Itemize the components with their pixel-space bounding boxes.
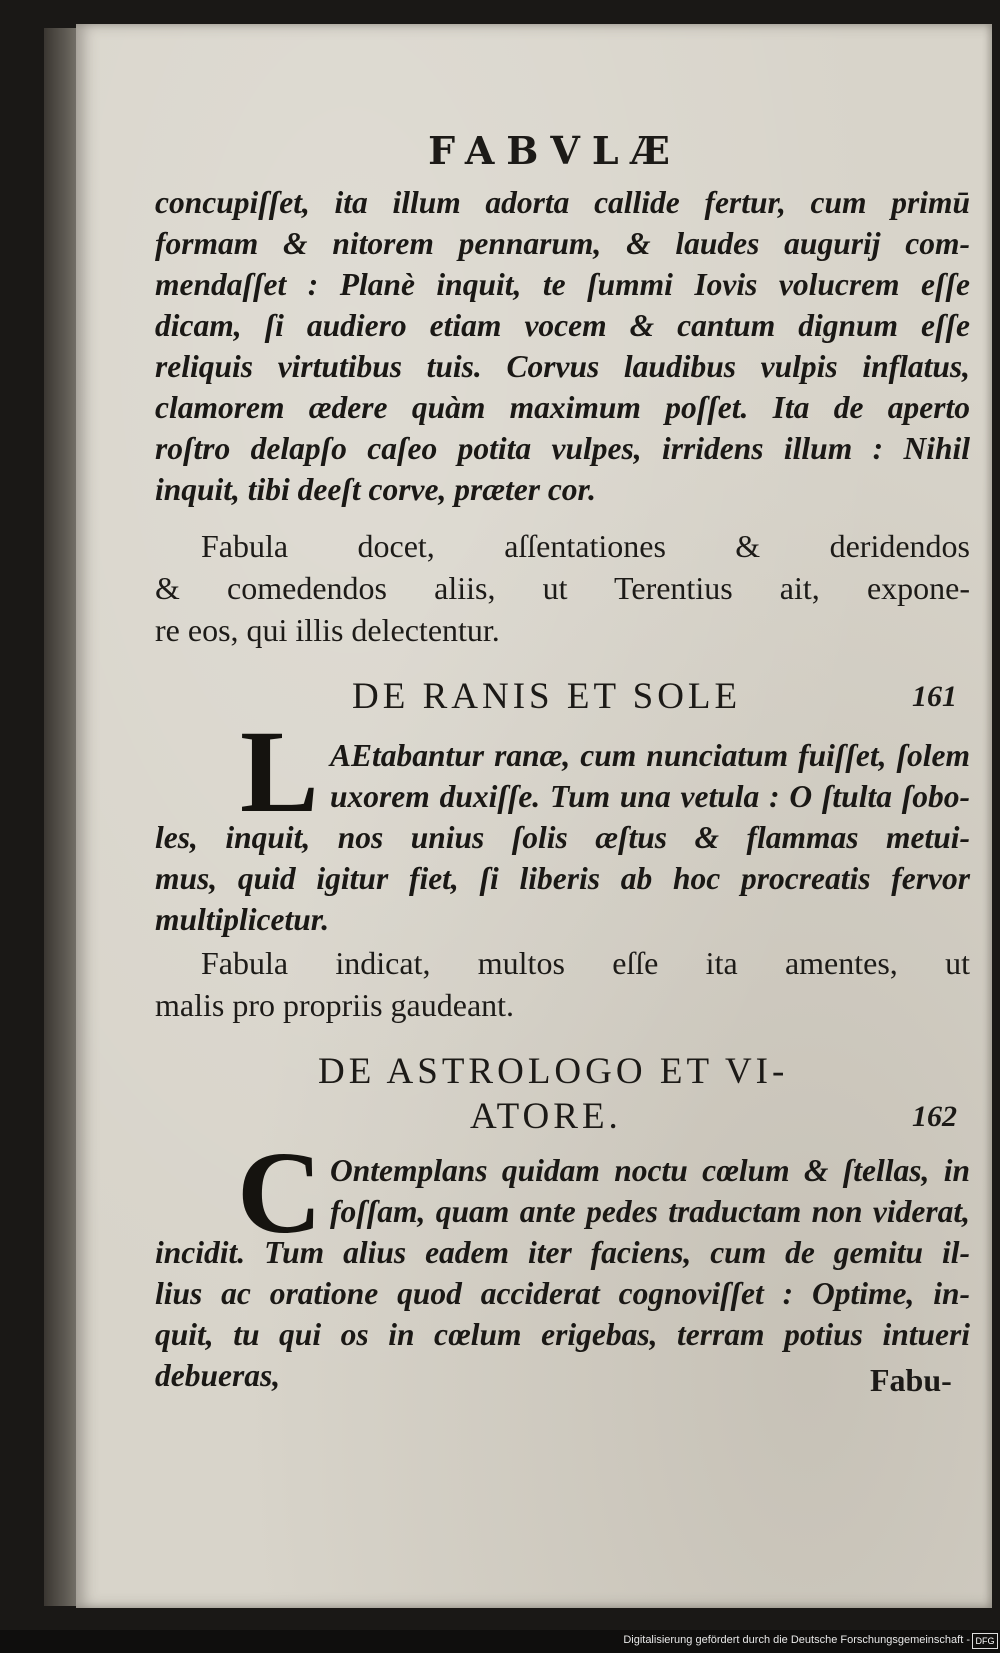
- fable-title: DE RANIS ET SOLE: [352, 676, 742, 717]
- fable-moral: [155, 942, 970, 1026]
- moral-line: malis pro propriis gaudeant.: [155, 987, 515, 1023]
- fable-title-cont: ATORE.: [470, 1096, 622, 1137]
- fable-title: DE ASTROLOGO ET VI-: [318, 1051, 789, 1092]
- text-line: les, inquit, nos unius ſolis æſtus & flammas metui-: [155, 820, 970, 855]
- text-line: lius ac oratione quod acciderat cognoviſſet : Optime, in-: [155, 1276, 970, 1311]
- text-line: dicam, ſi audiero etiam vocem & cantum dignum eſſe: [155, 308, 970, 343]
- text-line: formam & nitorem pennarum, & laudes augurij com-: [155, 226, 970, 261]
- text-line: inquit, tibi deeſt corve, præter cor.: [155, 472, 596, 507]
- text-line: quit, tu qui os in cœlum erigebas, terram potius intueri: [155, 1317, 970, 1352]
- text-line: mus, quid igitur fiet, ſi liberis ab hoc procreatis fervor: [155, 861, 970, 896]
- drop-capital: C: [237, 1127, 323, 1258]
- dfg-logo: DFG: [972, 1633, 998, 1649]
- fable-body: [330, 1150, 970, 1232]
- text-line: clamorem ædere quàm maximum poſſet. Ita de aperto: [155, 390, 970, 425]
- fable-continuation: [155, 182, 970, 510]
- fable-body: [330, 735, 970, 817]
- catchword: Fabu-: [870, 1362, 952, 1398]
- text-line: roſtro delapſo caſeo potita vulpes, irridens illum : Nihil: [155, 431, 970, 466]
- footer-bar: [0, 1630, 1000, 1653]
- moral-line: Fabula docet, aſſentationes & deridendos: [201, 528, 970, 564]
- text-line: debueras,: [155, 1358, 281, 1393]
- text-line: multiplicetur.: [155, 902, 330, 937]
- fable-body: [155, 1232, 970, 1396]
- fable-body: [155, 817, 970, 940]
- text-line: mendaſſet : Planè inquit, te ſummi Iovis volucrem eſſe: [155, 267, 970, 302]
- fable-number: 161: [912, 680, 957, 713]
- moral-line: Fabula indicat, multos eſſe ita amentes, ut: [201, 945, 970, 981]
- text-line: AEtabantur ranæ, cum nunciatum fuiſſet, ſolem: [330, 738, 970, 773]
- text-line: concupiſſet, ita illum adorta callide fertur, cum primū: [155, 185, 970, 220]
- text-line: uxorem duxiſſe. Tum una vetula : O ſtulta ſobo-: [330, 779, 970, 814]
- text-line: reliquis virtutibus tuis. Corvus laudibus vulpis inflatus,: [155, 349, 970, 384]
- fable-number: 162: [912, 1100, 957, 1133]
- text-line: incidit. Tum alius eadem iter faciens, cum de gemitu il-: [155, 1235, 970, 1270]
- footer-credit: Digitalisierung gefördert durch die Deutsche Forschungsgemeinschaft -: [623, 1634, 970, 1646]
- drop-capital: L: [240, 706, 319, 837]
- text-line: Ontemplans quidam noctu cœlum & ſtellas, in: [330, 1153, 970, 1188]
- fable-moral: [155, 525, 970, 651]
- book-spine: [44, 28, 78, 1606]
- text-line: foſſam, quam ante pedes traductam non viderat,: [330, 1194, 970, 1229]
- running-head: FABVLÆ: [428, 128, 682, 173]
- moral-line: re eos, qui illis delectentur.: [155, 612, 500, 648]
- moral-line: & comedendos aliis, ut Terentius ait, expone-: [155, 570, 970, 606]
